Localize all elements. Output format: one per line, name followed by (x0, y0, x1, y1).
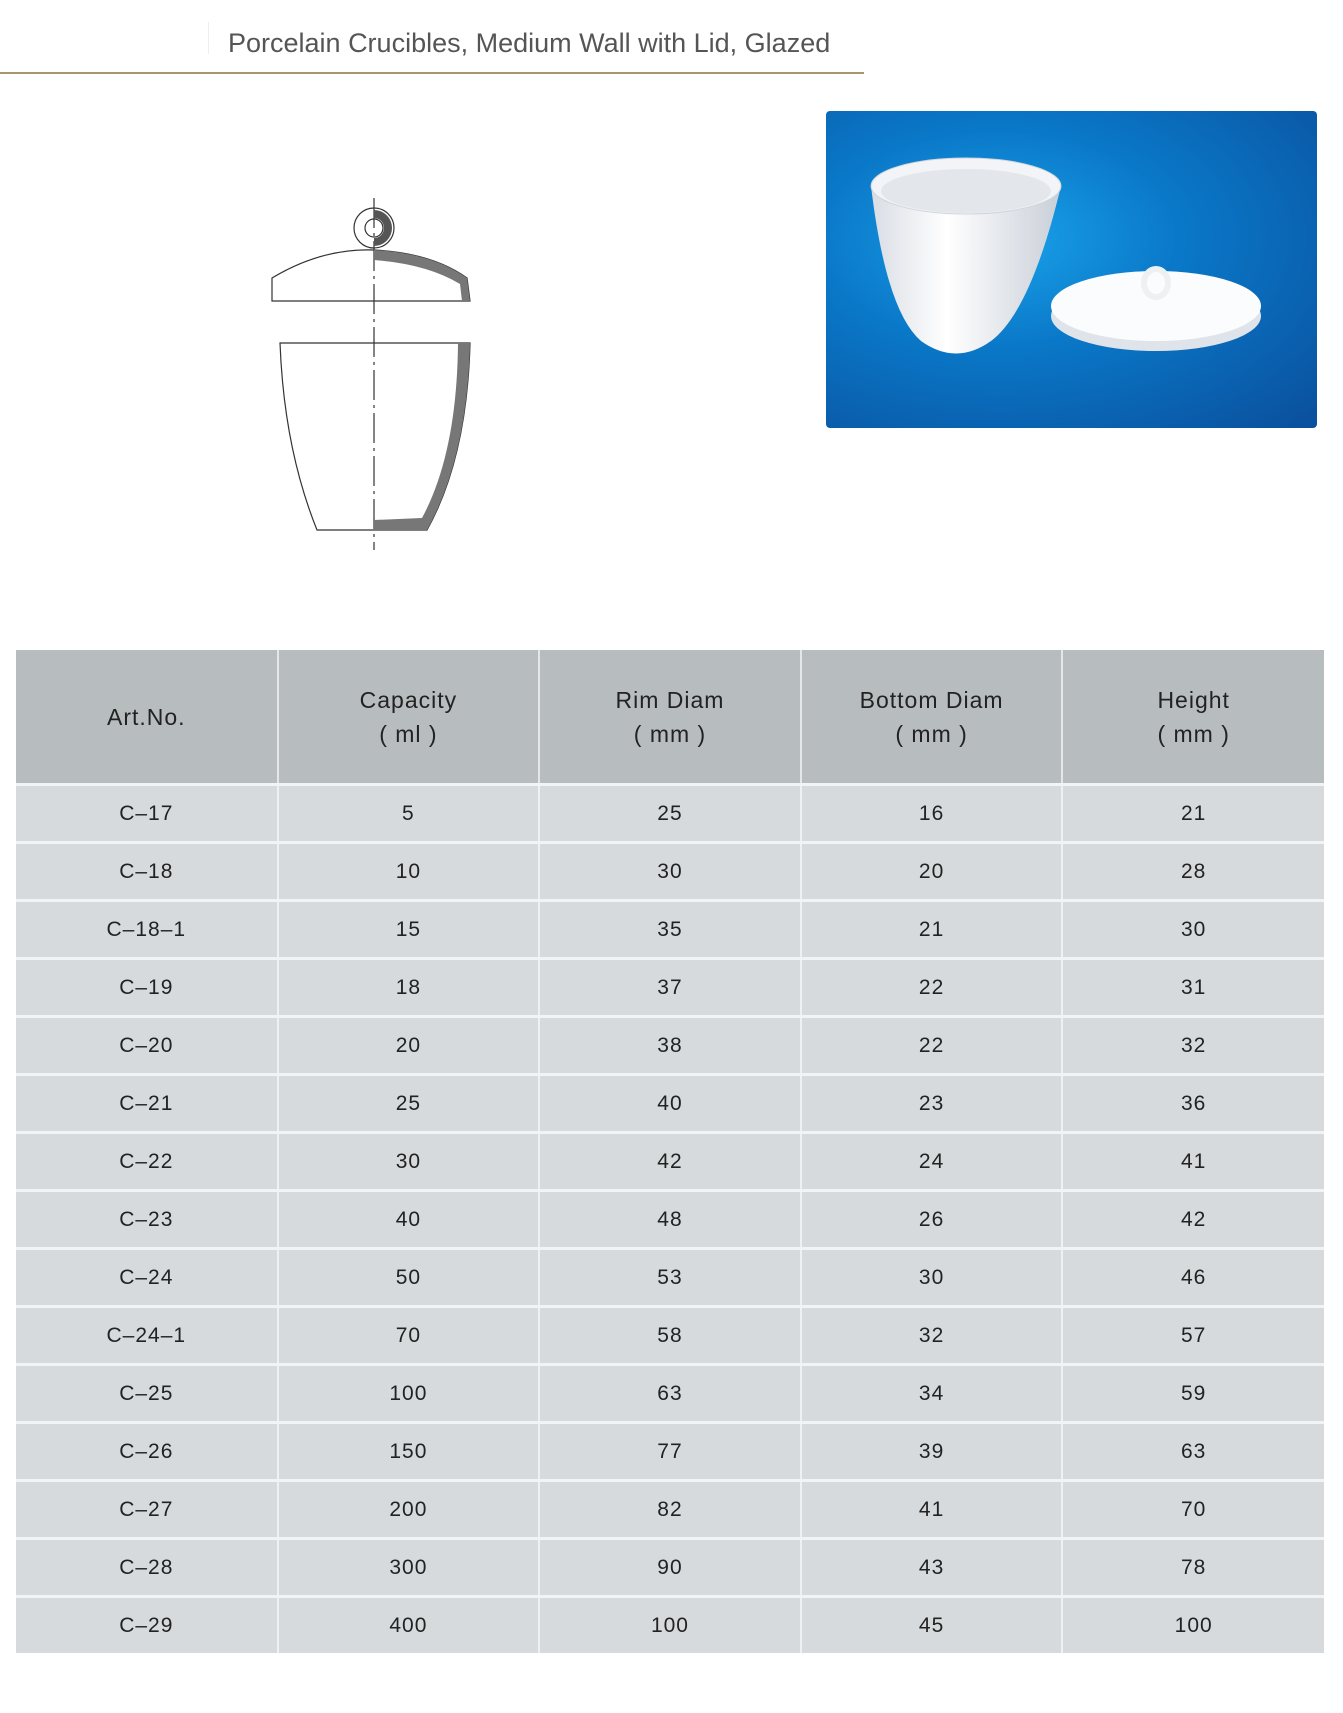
table-cell: 15 (278, 901, 540, 959)
column-header-height (1062, 650, 1324, 785)
table-cell: 31 (1062, 959, 1324, 1017)
table-cell: 37 (539, 959, 801, 1017)
table-cell: 82 (539, 1481, 801, 1539)
table-cell: C–28 (16, 1539, 278, 1597)
table-cell: 78 (1062, 1539, 1324, 1597)
table-cell: 25 (278, 1075, 540, 1133)
table-cell: 200 (278, 1481, 540, 1539)
table-cell: C–18 (16, 843, 278, 901)
table-cell: 77 (539, 1423, 801, 1481)
divider-tick (208, 22, 209, 54)
header-unit: ( mm ) (895, 720, 968, 747)
table-cell: 59 (1062, 1365, 1324, 1423)
table-row (16, 901, 1324, 959)
table-row (16, 1539, 1324, 1597)
table-cell: 43 (801, 1539, 1063, 1597)
table-cell: 150 (278, 1423, 540, 1481)
table-cell: C–24 (16, 1249, 278, 1307)
table-cell: 25 (539, 785, 801, 843)
table-cell: 70 (278, 1307, 540, 1365)
header-label: Capacity (359, 686, 458, 713)
table-cell: C–24–1 (16, 1307, 278, 1365)
table-cell: C–20 (16, 1017, 278, 1075)
table-row (16, 1481, 1324, 1539)
table-cell: C–22 (16, 1133, 278, 1191)
table-cell: 34 (801, 1365, 1063, 1423)
header-label: Bottom Diam (859, 686, 1004, 713)
table-cell: 40 (278, 1191, 540, 1249)
column-header-bottom-diam (801, 650, 1063, 785)
crucible-photo (826, 111, 1317, 428)
table-row (16, 1597, 1324, 1654)
table-cell: 58 (539, 1307, 801, 1365)
table-cell: 28 (1062, 843, 1324, 901)
title-underline (0, 72, 864, 74)
table-cell: C–29 (16, 1597, 278, 1654)
table-row (16, 1249, 1324, 1307)
table-header-row (16, 650, 1324, 785)
table-cell: 63 (539, 1365, 801, 1423)
header-unit: ( mm ) (1157, 720, 1230, 747)
table-cell: 20 (801, 843, 1063, 901)
table-cell: C–25 (16, 1365, 278, 1423)
table-cell: 38 (539, 1017, 801, 1075)
table-cell: 10 (278, 843, 540, 901)
header-label: Art.No. (107, 703, 186, 730)
table-cell: 300 (278, 1539, 540, 1597)
table-cell: 100 (1062, 1597, 1324, 1654)
table-cell: 30 (1062, 901, 1324, 959)
table-cell: 41 (1062, 1133, 1324, 1191)
table-cell: 32 (1062, 1017, 1324, 1075)
table-cell: C–27 (16, 1481, 278, 1539)
crucible-cross-section-drawing (262, 198, 492, 550)
table-cell: 30 (278, 1133, 540, 1191)
header-label: Height (1157, 686, 1230, 713)
table-cell: 100 (278, 1365, 540, 1423)
table-cell: 57 (1062, 1307, 1324, 1365)
specifications-table (16, 650, 1324, 1653)
table-cell: 21 (801, 901, 1063, 959)
table-cell: 35 (539, 901, 801, 959)
table-cell: C–26 (16, 1423, 278, 1481)
table-cell: C–17 (16, 785, 278, 843)
table-row (16, 1191, 1324, 1249)
table-row (16, 785, 1324, 843)
header-label: Rim Diam (615, 686, 725, 713)
column-header-rim-diam (539, 650, 801, 785)
table-row (16, 959, 1324, 1017)
table-row (16, 1307, 1324, 1365)
header-unit: ( ml ) (379, 720, 438, 747)
table-cell: 36 (1062, 1075, 1324, 1133)
table-cell: 23 (801, 1075, 1063, 1133)
table-row (16, 1017, 1324, 1075)
table-cell: 90 (539, 1539, 801, 1597)
table-cell: 46 (1062, 1249, 1324, 1307)
table-cell: 53 (539, 1249, 801, 1307)
table-cell: 100 (539, 1597, 801, 1654)
table-cell: C–18–1 (16, 901, 278, 959)
table-cell: 40 (539, 1075, 801, 1133)
table-cell: 63 (1062, 1423, 1324, 1481)
column-header-capacity (278, 650, 540, 785)
table-cell: 50 (278, 1249, 540, 1307)
table-cell: 18 (278, 959, 540, 1017)
header-unit: ( mm ) (633, 720, 707, 747)
table-cell: 70 (1062, 1481, 1324, 1539)
table-cell: 45 (801, 1597, 1063, 1654)
table-cell: 26 (801, 1191, 1063, 1249)
table-cell: 30 (801, 1249, 1063, 1307)
table-cell: 42 (539, 1133, 801, 1191)
table-cell: 24 (801, 1133, 1063, 1191)
table-cell: 21 (1062, 785, 1324, 843)
table-cell: 41 (801, 1481, 1063, 1539)
table-row (16, 1423, 1324, 1481)
table-cell: C–21 (16, 1075, 278, 1133)
table-row (16, 1075, 1324, 1133)
table-cell: 48 (539, 1191, 801, 1249)
table-row (16, 1133, 1324, 1191)
column-header-art-no (16, 650, 278, 785)
table-cell: 16 (801, 785, 1063, 843)
table-cell: 400 (278, 1597, 540, 1654)
table-cell: 42 (1062, 1191, 1324, 1249)
table-cell: 20 (278, 1017, 540, 1075)
table-cell: 22 (801, 959, 1063, 1017)
table-cell: 22 (801, 1017, 1063, 1075)
table-row (16, 843, 1324, 901)
table-cell: 30 (539, 843, 801, 901)
table-cell: C–19 (16, 959, 278, 1017)
table-cell: 39 (801, 1423, 1063, 1481)
page-title: Porcelain Crucibles, Medium Wall with Lid, Glazed (228, 28, 831, 58)
table-row (16, 1365, 1324, 1423)
table-cell: C–23 (16, 1191, 278, 1249)
table-cell: 5 (278, 785, 540, 843)
table-cell: 32 (801, 1307, 1063, 1365)
